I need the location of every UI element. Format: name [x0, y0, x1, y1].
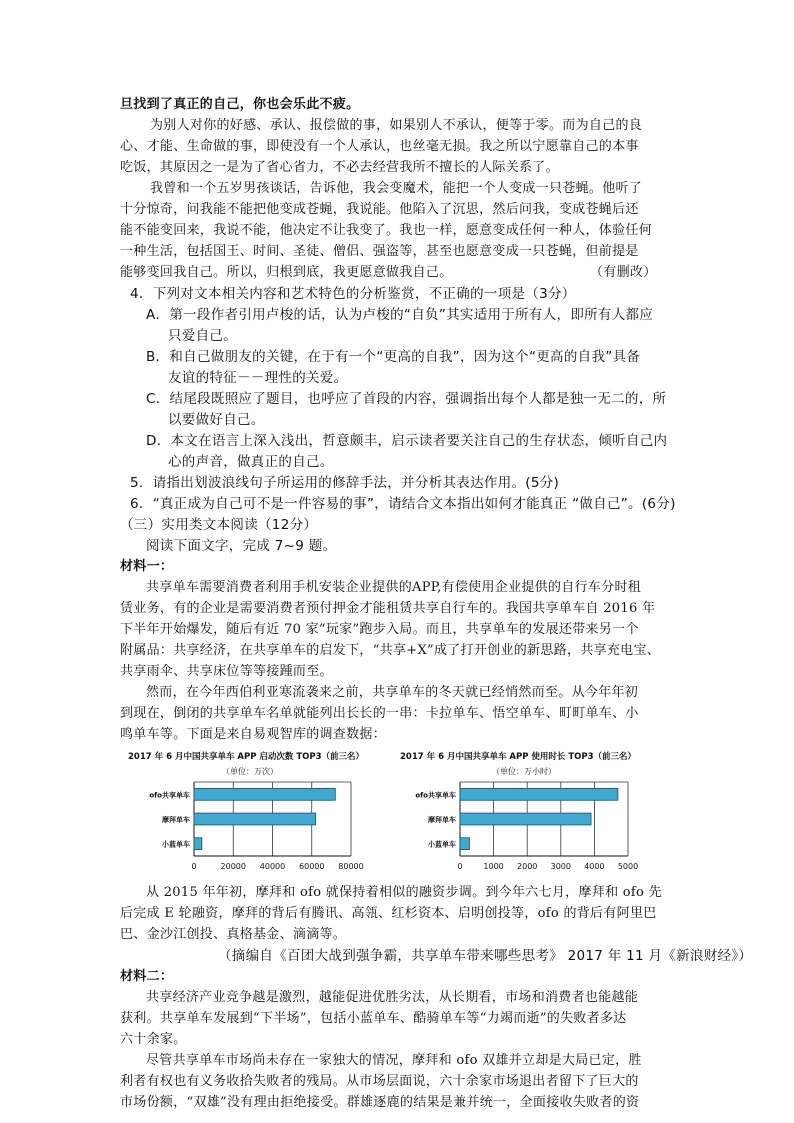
- section-heading: （三）实用类文本阅读（12分）: [120, 517, 318, 533]
- chart-2-bar: [460, 788, 618, 800]
- material2-line: 获利。共享单车发展到“下半场”，包括小蓝单车、酷骑单车等“力竭而逝”的失败者多达: [120, 1011, 627, 1026]
- chart-2-category-label: ofo共享单车: [415, 791, 456, 800]
- material1-line: 然而，在今年西伯利亚寒流袭来之前，共享单车的冬天就已经悄然而至。从今年年初: [146, 685, 639, 700]
- chart-2-tick-label: 5000: [617, 862, 639, 871]
- chart-1-title: 2017 年 6 月中国共享单车 APP 启动次数 TOP3（前三名）: [128, 752, 365, 762]
- q4-option-a: A．第一段作者引用卢梭的话，认为卢梭的“自负”其实适用于所有人，即所有人都应: [146, 307, 654, 323]
- essay-line-0: 旦找到了真正的自己，你也会乐此不疲。: [120, 97, 360, 112]
- chart-1-unit: （单位：万次）: [222, 767, 278, 776]
- q4-option-c: C．结尾段既照应了题目，也呼应了首段的内容，强调指出每个人都是独一无二的，所: [146, 391, 667, 407]
- essay-p1-line: 吃饭，其原因之一是为了省心省力，不必去经营我所不擅长的人际关系了。: [120, 160, 559, 175]
- chart-2-title: 2017 年 6 月中国共享单车 APP 使用时长 TOP3（前三名）: [400, 752, 637, 762]
- material1-line: 下半年开始爆发，随后有近 70 家“玩家”跑步入局。而且，共享单车的发展还带来另一个: [120, 622, 639, 637]
- material1-line: 赁业务，有的企业是需要消费者预付押金才能租赁共享自行车的。我国共享单车自 2016 年: [120, 601, 656, 616]
- chart-2-tick-label: 3000: [550, 862, 571, 871]
- chart-2-tick-label: 4000: [584, 862, 605, 871]
- material1-line: 到现在，倒闭的共享单车名单就能列出长长的一串：卡拉单车、悟空单车、町町单车、小: [120, 706, 639, 721]
- essay-p2-line: 十分惊奇，问我能不能把他变成苍蝇，我说能。他陷入了沉思，然后问我，变成苍蝇后还: [120, 202, 639, 217]
- essay-p2-line: 能不能变回来，我说不能，他决定不让我变了。我也一样，愿意变成任何一种人，体验任何: [120, 223, 653, 238]
- material2-line: 六十余家。: [120, 1032, 187, 1047]
- essay-p2-line: 能够变回我自己。所以，归根到底，我更愿意做我自己。: [120, 265, 453, 280]
- chart-2-bar: [460, 838, 469, 850]
- q4-option-a-cont: 只爱自己。: [168, 328, 237, 344]
- source-citation: （摘编自《百团大战到强争霸，共享单车带来哪些思考》 2017 年 11 月《新浪财经》）: [218, 948, 753, 964]
- chart-2-category-label: 小蓝单车: [428, 840, 456, 849]
- chart-1-category-label: 小蓝单车: [162, 840, 190, 849]
- question-5: 5．请指出划波浪线句子所运用的修辞手法，并分析其表达作用。(5分): [130, 475, 560, 491]
- material1-line: 共享单车需要消费者利用手机安装企业提供的APP,有偿使用企业提供的自行车分时租: [146, 580, 642, 595]
- material1-after-line: 巴、金沙江创投、真格基金、滴滴等。: [120, 927, 347, 942]
- chart-1-bar: [194, 813, 316, 825]
- chart-1-category-label: 摩拜单车: [162, 816, 190, 824]
- chart-1-tick-label: 20000: [220, 862, 246, 871]
- chart-1-tick-label: 40000: [259, 862, 286, 871]
- essay-p2-line: 一种生活，包括国王、时间、圣徒、僧侣、强盗等，甚至也愿意变成一只苍蝇，但前提是: [120, 244, 639, 259]
- material2-label: 材料二：: [120, 969, 174, 984]
- q4-option-d-cont: 心的声音，做真正的自己。: [168, 454, 334, 470]
- q4-option-b-cont: 友谊的特征－－理性的关爱。: [168, 370, 348, 386]
- chart-1-tick-label: 80000: [338, 862, 364, 871]
- chart-2-tick-label: 1000: [483, 862, 504, 871]
- essay-p1-line: 心、才能、生命做的事，即使没有一个人承认，也丝毫无损。我之所以宁愿靠自己的本事: [120, 139, 639, 154]
- material1-line: 共享雨伞、共享床位等等接踵而至。: [120, 664, 333, 679]
- material1-label: 材料一：: [120, 559, 174, 574]
- chart-2-tick-label: 2000: [517, 862, 538, 871]
- question-6: 6．“真正成为自己可不是一件容易的事”，请结合文本指出如何才能真正 “做自己”。(6分): [130, 496, 676, 512]
- chart-2-bar: [460, 813, 591, 825]
- section-instruction: 阅读下面文字，完成 7~9 题。: [146, 538, 337, 554]
- material2-line: 利者有权也有义务收拾失败者的残局。从市场层面说，六十余家市场退出者留下了巨大的: [120, 1074, 639, 1089]
- material1-line: 鸣单车等。下面是来自易观智库的调查数据：: [120, 727, 387, 742]
- chart-1-tick-label: 0: [191, 862, 197, 871]
- question-4: 4．下列对文本相关内容和艺术特色的分析鉴赏，不正确的一项是（3分）: [130, 286, 576, 302]
- chart-1-bar: [194, 788, 335, 800]
- chart-2-tick-label: 0: [457, 862, 463, 871]
- chart-1-category-label: ofo共享单车: [149, 791, 190, 800]
- material1-after-line: 后完成 E 轮融资，摩拜的背后有腾讯、高瓴、红杉资本、启明创投等，ofo 的背后有阿里巴: [120, 906, 657, 921]
- chart-2: [406, 778, 642, 876]
- chart-1-bar: [194, 838, 202, 850]
- q4-option-d: D．本文在语言上深入浅出，哲意颇丰，启示读者要关注自己的生存状态，倾听自己内: [146, 433, 668, 449]
- q4-option-b: B．和自己做朋友的关键，在于有一个“更高的自我”，因为这个“更高的自我”具备: [146, 349, 641, 365]
- essay-p2-line: 我曾和一个五岁男孩谈话，告诉他，我会变魔术，能把一个人变成一只苍蝇。他听了: [150, 181, 643, 196]
- essay-note: （有删改）: [590, 265, 657, 280]
- essay-p1-line: 为别人对你的好感、承认、报偿做的事，如果别人不承认，便等于零。而为自己的良: [150, 118, 643, 133]
- chart-1: [140, 778, 365, 876]
- q4-option-c-cont: 以要做好自己。: [168, 412, 265, 428]
- chart-1-tick-label: 60000: [299, 862, 325, 871]
- chart-2-category-label: 摩拜单车: [428, 816, 456, 824]
- material2-line: 共享经济产业竞争越是激烈，越能促进优胜劣汰，从长期看，市场和消费者也能越能: [146, 990, 639, 1005]
- chart-2-unit: （单位：万小时）: [492, 767, 556, 776]
- material2-line: 市场份额，“双雄”没有理由拒绝接受。群雄逐鹿的结果是兼并统一，全面接收失败者的资: [120, 1095, 640, 1110]
- material2-line: 尽管共享单车市场尚未存在一家独大的情况，摩拜和 ofo 双雄并立却是大局已定，胜: [146, 1053, 642, 1068]
- material1-after-line: 从 2015 年年初，摩拜和 ofo 就保持着相似的融资步调。到今年六七月，摩拜和 ofo 先: [146, 885, 662, 900]
- material1-line: 附属品：共享经济，在共享单车的启发下，“共享+X”成了打开创业的新思路，共享充电宝、: [120, 643, 661, 658]
